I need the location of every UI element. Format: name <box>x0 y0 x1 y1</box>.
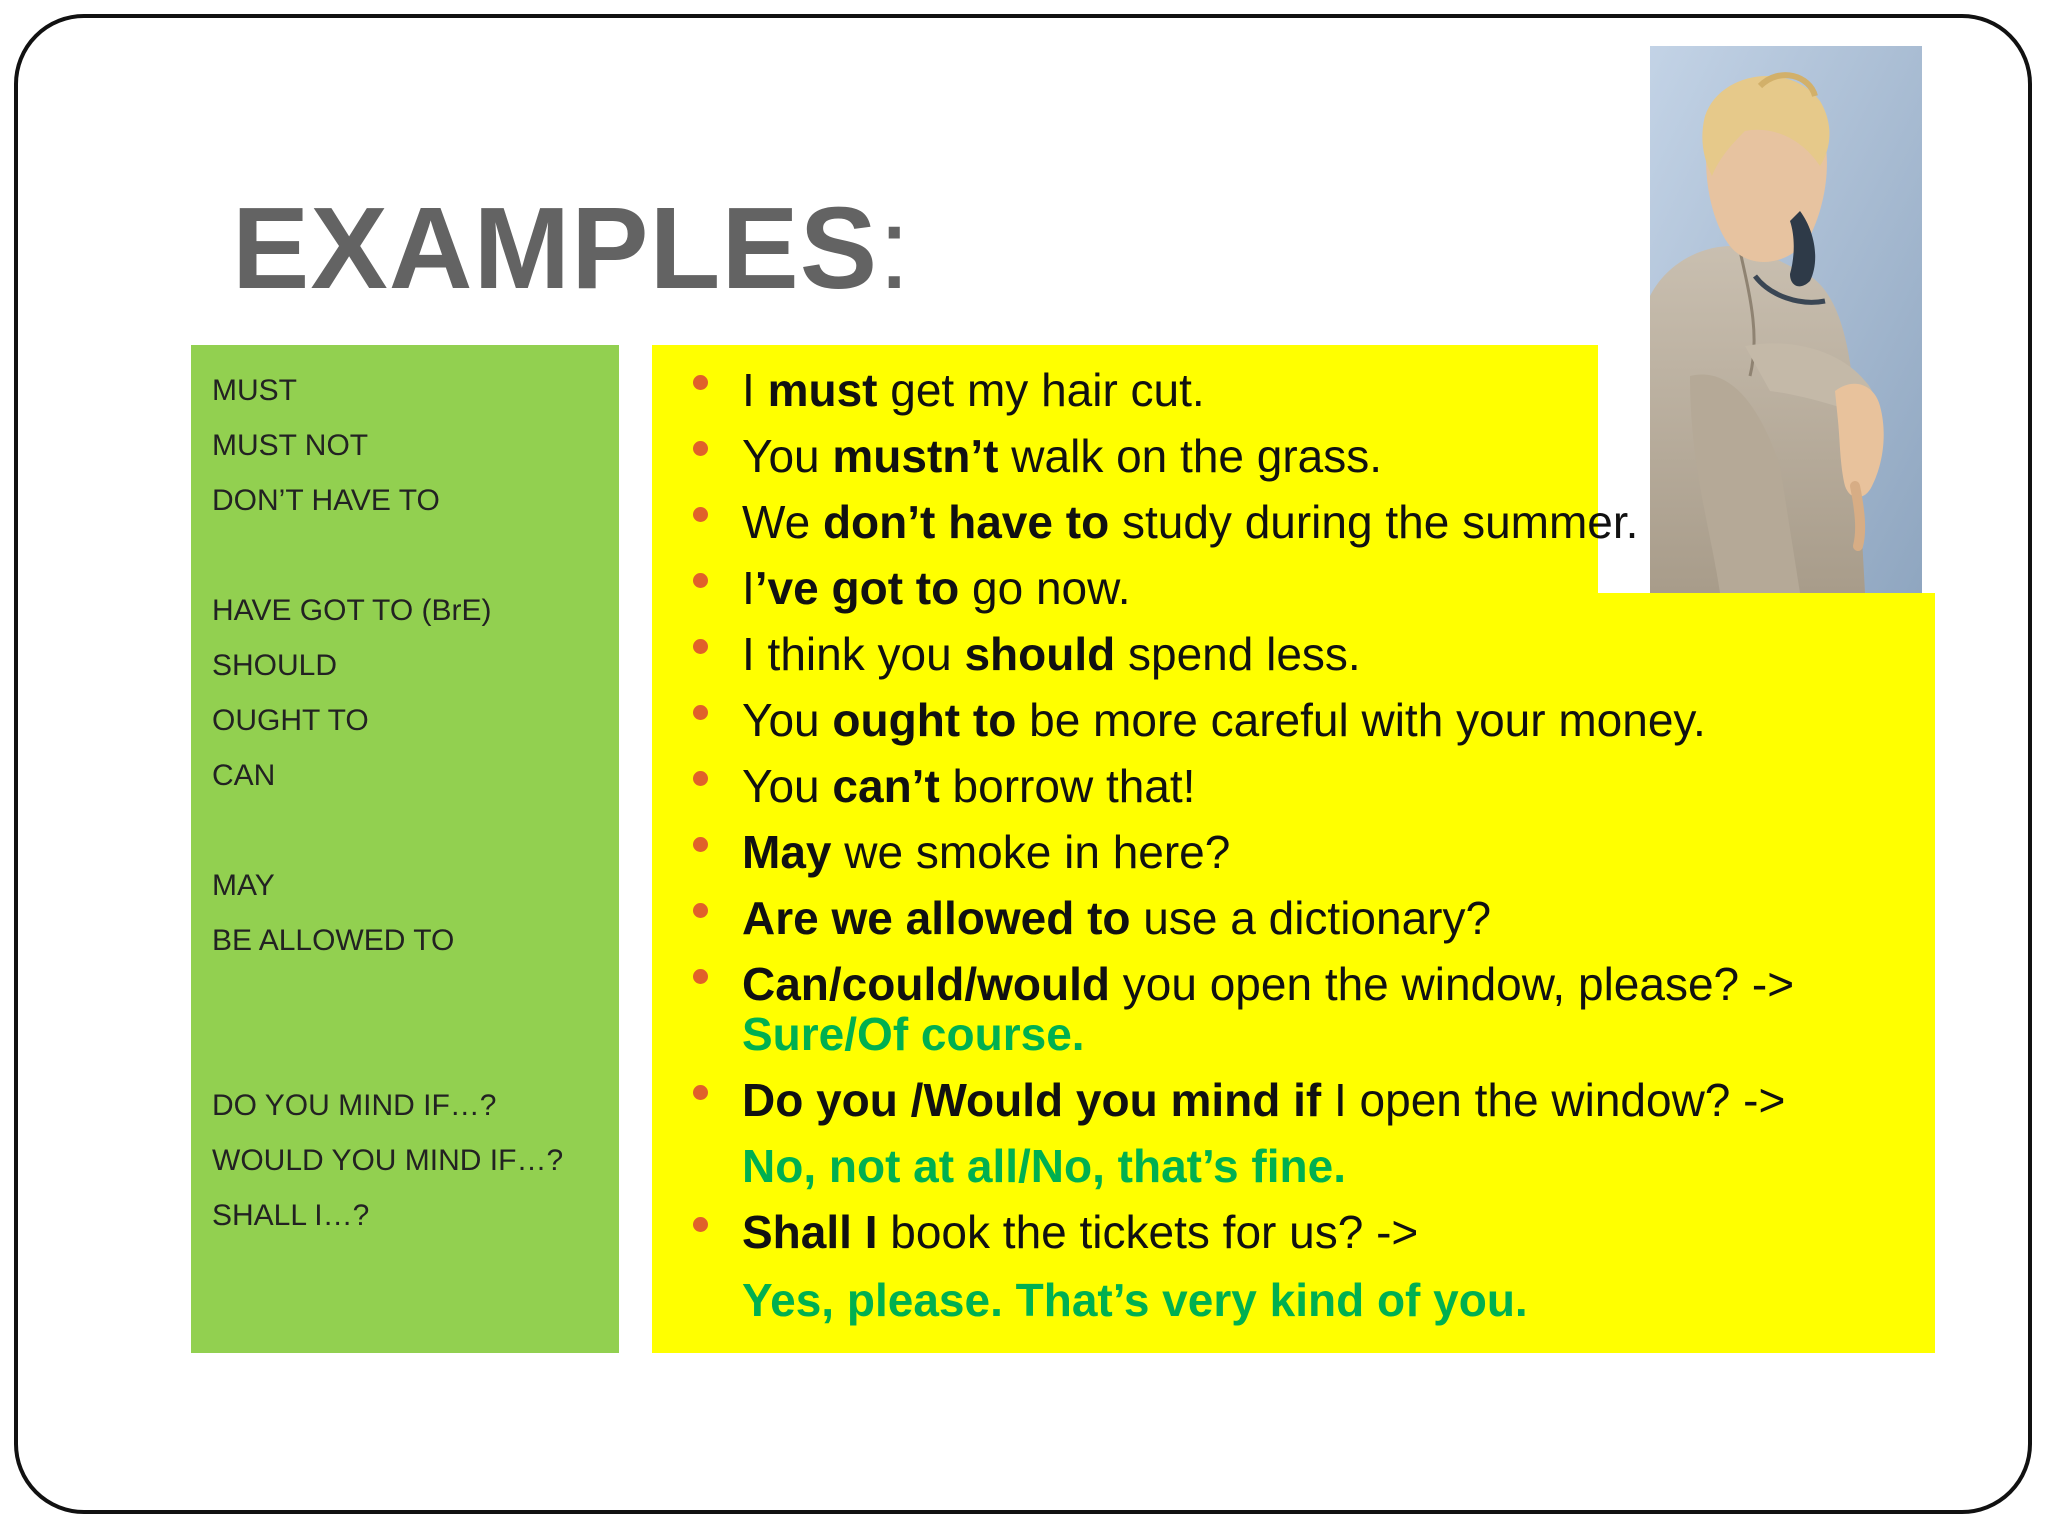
example-should: I think you should spend less. <box>742 628 1361 680</box>
bullet-icon <box>693 1085 708 1100</box>
answer-not-at-all: No, not at all/No, that’s fine. <box>742 1140 1346 1192</box>
answer-sure: Sure/Of course. <box>742 1008 1085 1060</box>
bullet-icon <box>693 507 708 522</box>
term-must-not: MUST NOT <box>212 429 369 462</box>
example-ve-got-to: I’ve got to go now. <box>742 562 1131 614</box>
bullet-icon <box>693 705 708 720</box>
term-have-got-to: HAVE GOT TO (BrE) <box>212 594 492 627</box>
bullet-icon <box>693 969 708 984</box>
example-allowed-to: Are we allowed to use a dictionary? <box>742 892 1492 944</box>
term-would-you-mind-if: WOULD YOU MIND IF…? <box>212 1144 564 1177</box>
term-dont-have-to: DON’T HAVE TO <box>212 484 440 517</box>
example-ought-to: You ought to be more careful with your money. <box>742 694 1706 746</box>
example-may: May we smoke in here? <box>742 826 1231 878</box>
bullet-icon <box>693 573 708 588</box>
example-must: I must get my hair cut. <box>742 364 1205 416</box>
bullet-icon <box>693 837 708 852</box>
bullet-icon <box>693 903 708 918</box>
example-mind-if: Do you /Would you mind if I open the window? -> <box>742 1074 1786 1126</box>
bullet-icon <box>693 639 708 654</box>
example-can-could-would: Can/could/would you open the window, please? -> <box>742 958 1795 1010</box>
term-can: CAN <box>212 759 276 792</box>
slide-title-text: EXAMPLES <box>232 183 879 313</box>
term-must: MUST <box>212 374 297 407</box>
term-ought-to: OUGHT TO <box>212 704 369 737</box>
bullet-icon <box>693 1217 708 1232</box>
slide-title-colon: : <box>878 183 912 313</box>
term-be-allowed-to: BE ALLOWED TO <box>212 924 455 957</box>
example-shall-i: Shall I book the tickets for us? -> <box>742 1206 1419 1258</box>
bullet-icon <box>693 375 708 390</box>
term-do-you-mind-if: DO YOU MIND IF…? <box>212 1089 497 1122</box>
example-mustnt: You mustn’t walk on the grass. <box>742 430 1383 482</box>
example-cant: You can’t borrow that! <box>742 760 1196 812</box>
bullet-icon <box>693 771 708 786</box>
examples-list <box>652 345 1935 1353</box>
bullet-icon <box>693 441 708 456</box>
slide-title <box>232 183 912 313</box>
example-dont-have-to: We don’t have to study during the summer. <box>742 496 1639 548</box>
answer-yes-please: Yes, please. That’s very kind of you. <box>742 1274 1528 1326</box>
term-shall-i: SHALL I…? <box>212 1199 370 1232</box>
term-should: SHOULD <box>212 649 338 682</box>
term-may: MAY <box>212 869 275 902</box>
